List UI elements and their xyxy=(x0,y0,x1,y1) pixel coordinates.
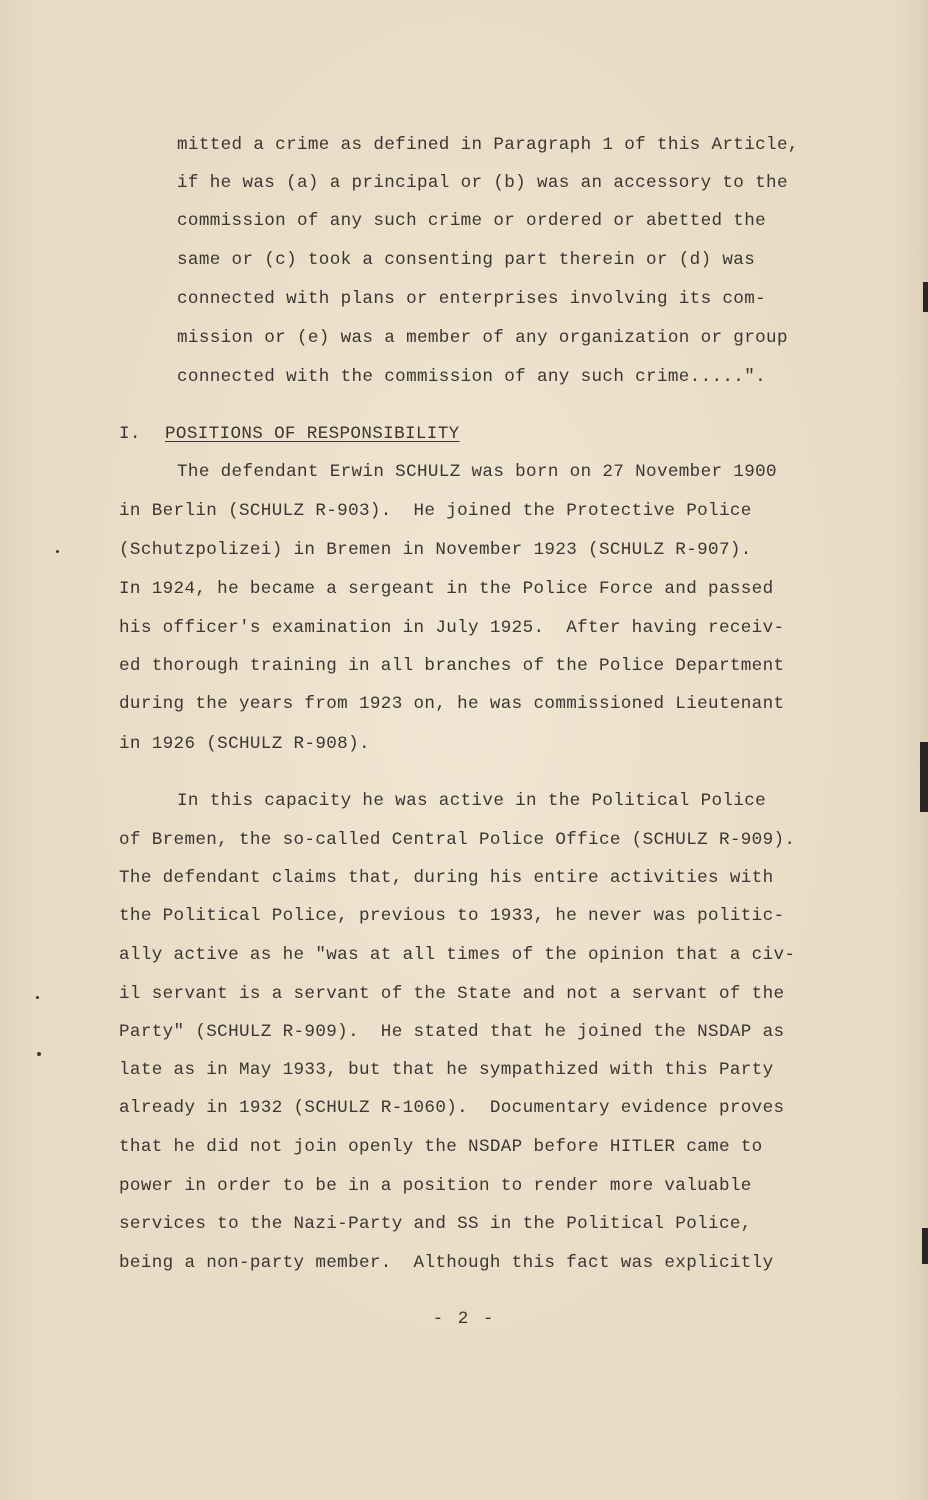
edge-mark xyxy=(923,282,928,312)
edge-mark xyxy=(922,1228,928,1264)
margin-speck xyxy=(36,996,39,999)
edge-mark xyxy=(920,742,928,812)
text-line: that he did not join openly the NSDAP before HITLER came to xyxy=(119,1137,763,1157)
text-line: il servant is a servant of the State and not a servant of the xyxy=(119,984,785,1004)
page-number: - 2 - xyxy=(432,1309,496,1329)
text-line: The defendant claims that, during his entire activities with xyxy=(119,868,774,888)
text-line: ally active as he "was at all times of the opinion that a civ- xyxy=(119,945,796,965)
text-line: In this capacity he was active in the Political Police xyxy=(177,791,767,811)
text-line: The defendant Erwin SCHULZ was born on 27 November 1900 xyxy=(177,462,777,482)
text-line: being a non-party member. Although this fact was explicitly xyxy=(119,1253,774,1273)
text-line: In 1924, he became a sergeant in the Police Force and passed xyxy=(119,579,774,599)
section-heading: POSITIONS OF RESPONSIBILITY xyxy=(165,424,460,444)
margin-speck xyxy=(56,550,59,553)
text-line: late as in May 1933, but that he sympathized with this Party xyxy=(119,1060,774,1080)
text-line: his officer's examination in July 1925. After having receiv- xyxy=(119,618,785,638)
text-line: commission of any such crime or ordered or abetted the xyxy=(177,211,767,231)
text-line: (Schutzpolizei) in Bremen in November 1923 (SCHULZ R-907). xyxy=(119,540,752,560)
text-line: connected with the commission of any such crime.....". xyxy=(177,367,767,387)
text-line: of Bremen, the so-called Central Police Office (SCHULZ R-909). xyxy=(119,830,796,850)
text-line: if he was (a) a principal or (b) was an accessory to the xyxy=(177,173,788,193)
section-number: I. xyxy=(119,424,141,444)
margin-speck xyxy=(37,1052,41,1056)
text-line: connected with plans or enterprises involving its com- xyxy=(177,289,767,309)
text-line: in Berlin (SCHULZ R-903). He joined the Protective Police xyxy=(119,501,752,521)
text-line: mission or (e) was a member of any organization or group xyxy=(177,328,788,348)
text-line: same or (c) took a consenting part therein or (d) was xyxy=(177,250,756,270)
text-line: already in 1932 (SCHULZ R-1060). Documentary evidence proves xyxy=(119,1098,785,1118)
text-line: ed thorough training in all branches of the Police Department xyxy=(119,656,785,676)
text-line: services to the Nazi-Party and SS in the Political Police, xyxy=(119,1214,752,1234)
text-line: mitted a crime as defined in Paragraph 1 of this Article, xyxy=(177,135,799,155)
text-line: in 1926 (SCHULZ R-908). xyxy=(119,734,370,754)
text-line: the Political Police, previous to 1933, he never was politic- xyxy=(119,906,785,926)
text-line: during the years from 1923 on, he was commissioned Lieutenant xyxy=(119,694,785,714)
text-line: Party" (SCHULZ R-909). He stated that he joined the NSDAP as xyxy=(119,1022,785,1042)
text-line: power in order to be in a position to render more valuable xyxy=(119,1176,752,1196)
